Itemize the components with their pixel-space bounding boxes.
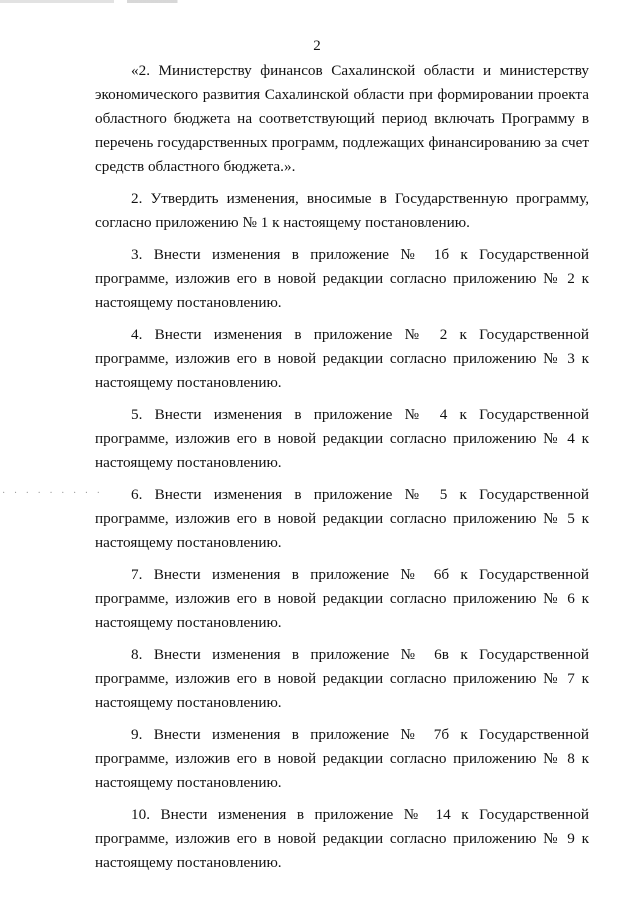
paragraph-7: 7. Внести изменения в приложение № 6б к Государственной программе, изложив его в новой редакции согласно приложению № 6 к настоящему постановлению. xyxy=(95,566,589,631)
paragraph-10: 10. Внести изменения в приложение № 14 к Государственной программе, изложив его в новой редакции согласно приложению № 9 к настоящему постановлению. xyxy=(95,806,589,871)
page-number: 2 xyxy=(313,38,321,54)
paragraph-8: 8. Внести изменения в приложение № 6в к Государственной программе, изложив его в новой редакции согласно приложению № 7 к настоящему постановлению. xyxy=(95,646,589,711)
paragraph-3: 3. Внести изменения в приложение № 1б к Государственной программе, изложив его в новой редакции согласно приложению № 2 к настоящему постановлению. xyxy=(95,246,589,311)
paragraph-9: 9. Внести изменения в приложение № 7б к Государственной программе, изложив его в новой редакции согласно приложению № 8 к настоящему постановлению. xyxy=(95,726,589,791)
paragraph-6: 6. Внести изменения в приложение № 5 к Государственной программе, изложив его в новой редакции согласно приложению № 5 к настоящему постановлению. xyxy=(95,486,589,551)
scan-edge-artifact xyxy=(0,0,634,3)
paragraph-1: «2. Министерству финансов Сахалинской области и министерству экономического развития Сахалинской области при формировании проекта областного бюджета на соответствующий период включать Программу в перечень государственных программ, подлежащих финансированию за счет средств областного бюджета.». xyxy=(95,62,589,175)
margin-scan-marks: · · · · · · · · · xyxy=(2,488,103,499)
paragraph-4: 4. Внести изменения в приложение № 2 к Государственной программе, изложив его в новой редакции согласно приложению № 3 к настоящему постановлению. xyxy=(95,326,589,391)
paragraph-5: 5. Внести изменения в приложение № 4 к Государственной программе, изложив его в новой редакции согласно приложению № 4 к настоящему постановлению. xyxy=(95,406,589,471)
paragraph-2: 2. Утвердить изменения, вносимые в Государственную программу, согласно приложению № 1 к настоящему постановлению. xyxy=(95,190,589,231)
document-body xyxy=(95,59,589,883)
